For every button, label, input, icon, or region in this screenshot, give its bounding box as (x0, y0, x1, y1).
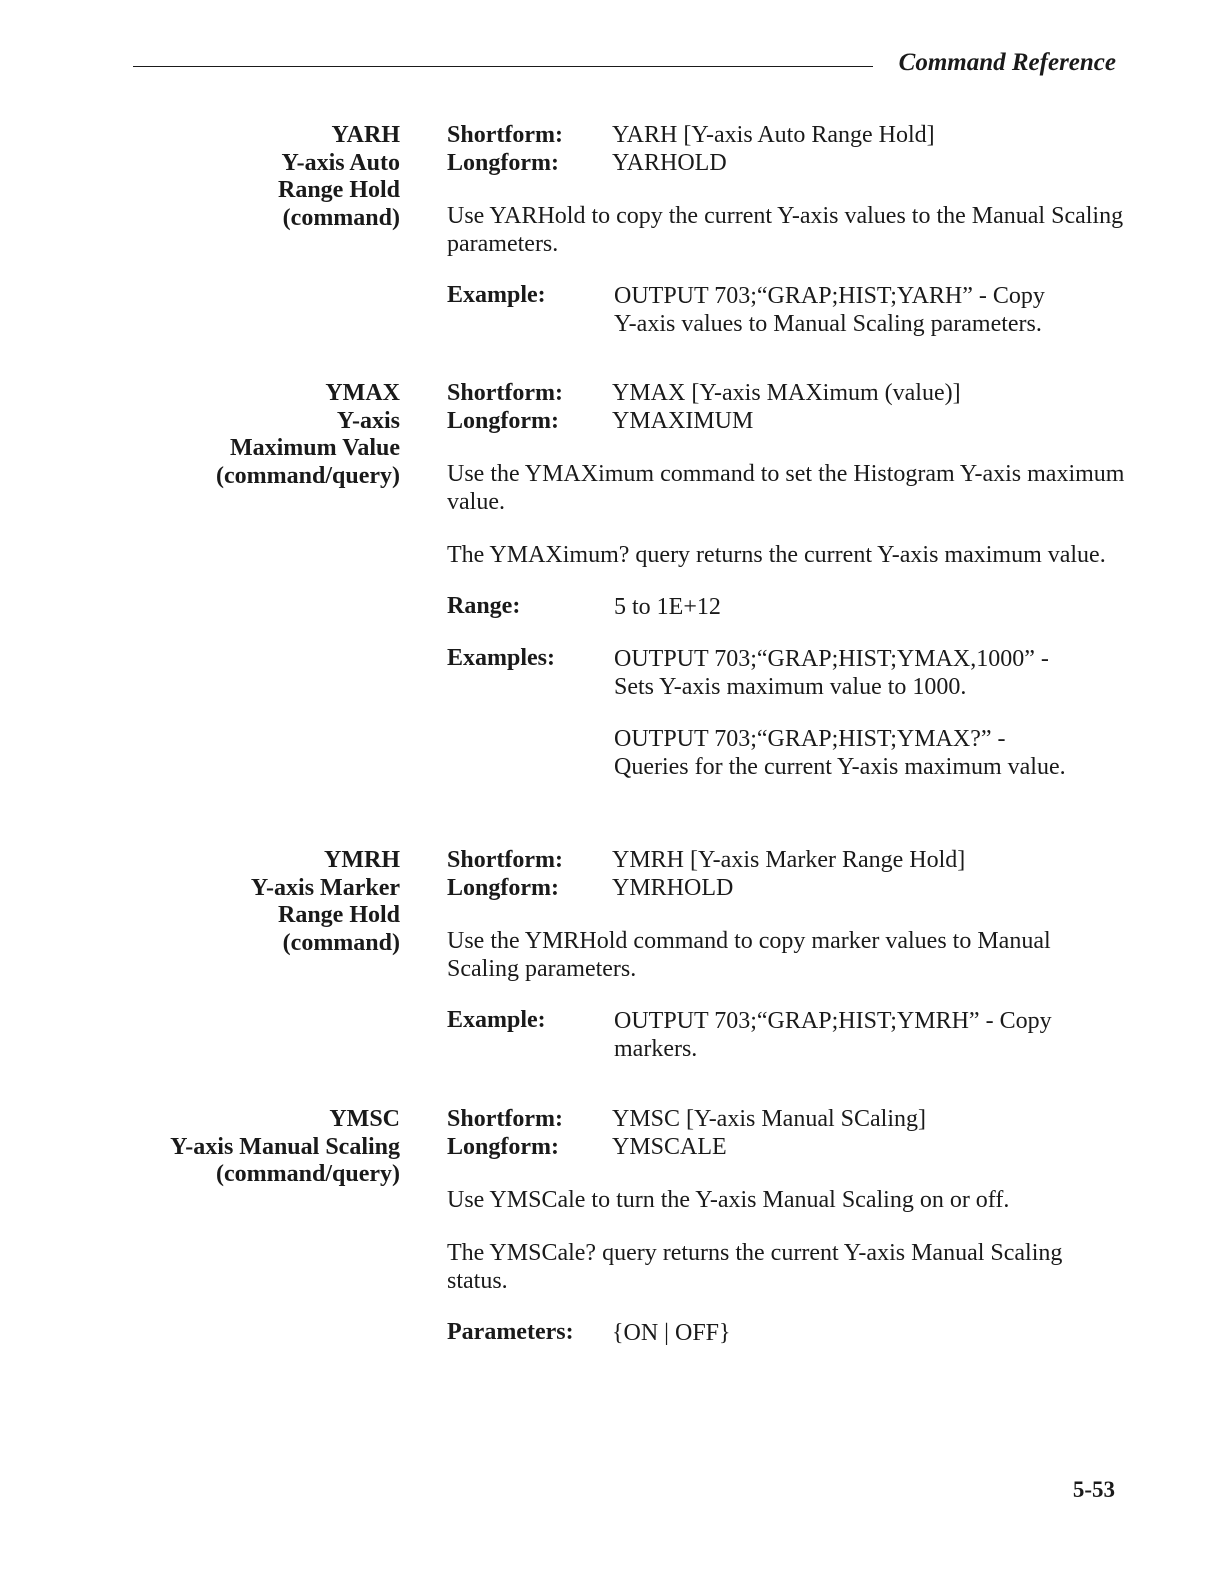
side-heading (100, 1106, 400, 1189)
shortform-value: YMAX [Y-axis MAXimum (value)] (612, 380, 961, 406)
command-description: Y-axis Manual Scaling (170, 1133, 400, 1160)
entry-body (447, 380, 1127, 781)
examples-label: Examples: (447, 645, 555, 671)
example-line: OUTPUT 703;“GRAP;HIST;YMAX?” - (614, 726, 1006, 752)
page-number: 5-53 (1072, 1477, 1115, 1502)
command-description: Range Hold (277, 177, 400, 203)
parameters-value: {ON | OFF} (612, 1320, 731, 1346)
description-paragraph: The YMAXimum? query returns the current Y-axis maximum value. (447, 542, 1106, 568)
example-line: Queries for the current Y-axis maximum value. (614, 754, 1066, 780)
example-line: markers. (614, 1036, 698, 1062)
description-paragraph: Use the YMRHold command to copy marker values to Manual Scaling parameters. (447, 928, 1051, 982)
range-value: 5 to 1E+12 (614, 594, 721, 620)
running-header-title: Command Reference (898, 49, 1116, 76)
command-description: Y-axis Marker (250, 874, 400, 901)
shortform-label: Shortform: (447, 122, 563, 148)
description-paragraph: Use the YMAXimum command to set the Histogram Y-axis maximum value. (447, 461, 1125, 515)
parameters-label: Parameters: (447, 1319, 574, 1345)
shortform-label: Shortform: (447, 380, 563, 406)
description-paragraph: The YMSCale? query returns the current Y-axis Manual Scaling status. (447, 1240, 1063, 1294)
example-line: OUTPUT 703;“GRAP;HIST;YMAX,1000” - (614, 646, 1049, 672)
shortform-label: Shortform: (447, 1106, 563, 1132)
example-item (614, 645, 1127, 701)
side-heading (100, 122, 400, 232)
range-label: Range: (447, 593, 521, 619)
entry-body (447, 122, 1127, 338)
example-item (614, 725, 1127, 781)
longform-value: YMRHOLD (612, 874, 734, 901)
entry-body (447, 847, 1127, 1063)
side-heading (100, 847, 400, 957)
shortform-row (447, 847, 1127, 875)
longform-value: YMAXIMUM (612, 407, 754, 434)
command-type: (command) (282, 929, 400, 956)
longform-row (447, 150, 1127, 178)
command-description: Maximum Value (229, 435, 400, 461)
longform-value: YMSCALE (612, 1133, 727, 1160)
example-label: Example: (447, 1007, 546, 1033)
example-line: OUTPUT 703;“GRAP;HIST;YMRH” - Copy (614, 1008, 1052, 1034)
range-block (447, 593, 1127, 621)
longform-label: Longform: (447, 874, 559, 901)
shortform-value: YMRH [Y-axis Marker Range Hold] (612, 847, 966, 873)
command-type: (command) (282, 204, 400, 231)
command-name: YMSC (329, 1106, 400, 1132)
command-description: Range Hold (277, 902, 400, 928)
command-name: YARH (331, 122, 400, 148)
longform-label: Longform: (447, 149, 559, 176)
example-label: Example: (447, 282, 546, 308)
longform-label: Longform: (447, 407, 559, 434)
longform-value: YARHOLD (612, 149, 727, 176)
command-type: (command/query) (216, 1161, 400, 1187)
description-paragraph: Use YARHold to copy the current Y-axis values to the Manual Scaling parameters. (447, 203, 1124, 257)
shortform-label: Shortform: (447, 847, 563, 873)
shortform-value: YARH [Y-axis Auto Range Hold] (612, 122, 935, 148)
example-line: Sets Y-axis maximum value to 1000. (614, 674, 967, 700)
longform-label: Longform: (447, 1133, 559, 1160)
longform-row (447, 875, 1127, 903)
parameters-block (447, 1319, 1127, 1347)
shortform-row (447, 380, 1127, 408)
description-paragraph: Use YMSCale to turn the Y-axis Manual Scaling on or off. (447, 1187, 1010, 1213)
shortform-row (447, 1106, 1127, 1134)
command-type: (command/query) (216, 462, 400, 489)
example-line: Y-axis values to Manual Scaling parameters. (614, 311, 1042, 337)
example-block (447, 282, 1127, 338)
command-description: Y-axis Auto (281, 149, 400, 176)
shortform-value: YMSC [Y-axis Manual SCaling] (612, 1106, 926, 1132)
examples-block (447, 645, 1127, 781)
shortform-row (447, 122, 1127, 150)
side-heading (100, 380, 400, 490)
command-name: YMAX (325, 380, 400, 406)
entry-body (447, 1106, 1127, 1347)
command-name: YMRH (324, 847, 400, 873)
command-description: Y-axis (336, 407, 400, 434)
longform-row (447, 408, 1127, 436)
example-block (447, 1007, 1127, 1063)
example-line: OUTPUT 703;“GRAP;HIST;YARH” - Copy (614, 283, 1045, 309)
header-rule (133, 66, 873, 67)
longform-row (447, 1134, 1127, 1162)
